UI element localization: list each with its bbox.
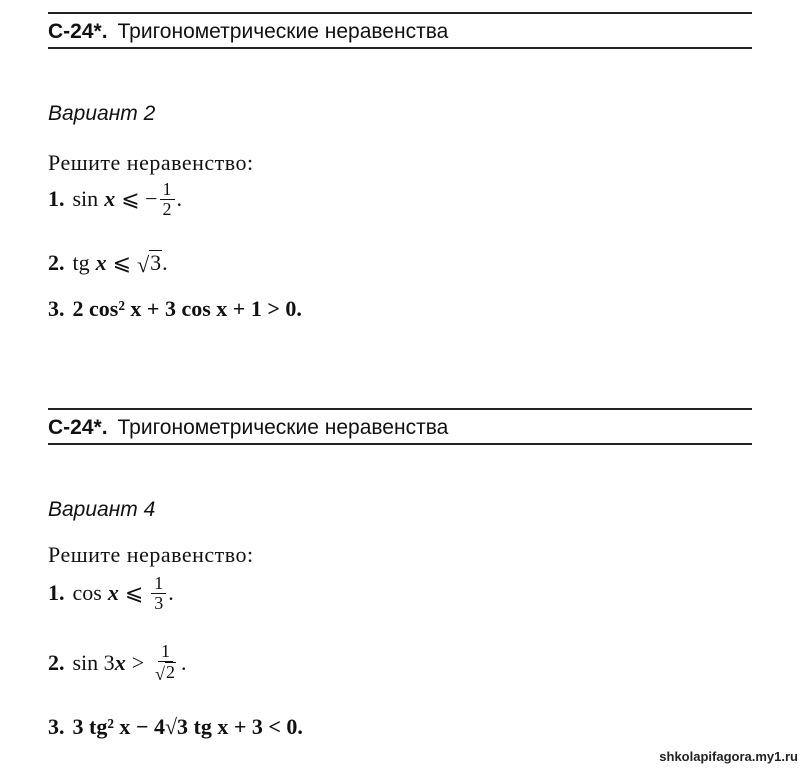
relation: > bbox=[131, 649, 145, 675]
problem-3 bbox=[48, 714, 303, 740]
problem-number: 3. bbox=[48, 296, 65, 321]
func: sin bbox=[72, 186, 99, 212]
numerator: 1 bbox=[160, 180, 175, 200]
top-rule bbox=[48, 12, 752, 14]
denominator: 3 bbox=[154, 592, 164, 613]
variable: x bbox=[95, 250, 107, 275]
expression: 3 tg² x − 4√3 tg x + 3 < 0. bbox=[72, 714, 303, 739]
variant-label: Вариант 2 bbox=[48, 102, 156, 125]
problem-2 bbox=[48, 250, 168, 276]
relation: ⩽ bbox=[124, 580, 144, 606]
variant-label: Вариант 4 bbox=[48, 498, 156, 521]
end: . bbox=[181, 649, 187, 675]
problem-1 bbox=[48, 574, 174, 613]
problem-number: 2. bbox=[48, 649, 65, 675]
denominator: 2 bbox=[162, 198, 172, 219]
problem-3 bbox=[48, 296, 302, 322]
variable: x bbox=[104, 186, 116, 212]
numerator: 1 bbox=[151, 574, 166, 594]
section-code: С-24*. bbox=[48, 416, 108, 439]
watermark: shkolapifagora.my1.ru bbox=[659, 749, 798, 764]
instruction: Решите неравенство: bbox=[48, 150, 254, 175]
square-root: √ 3 bbox=[137, 250, 162, 277]
problem-2 bbox=[48, 642, 187, 684]
top-rule bbox=[48, 408, 752, 410]
bottom-rule bbox=[48, 47, 752, 49]
relation: ⩽ − bbox=[121, 186, 158, 212]
section-title: Тригонометрические неравенства bbox=[117, 416, 449, 439]
problem-number: 3. bbox=[48, 714, 65, 739]
end: . bbox=[176, 186, 183, 212]
fraction bbox=[151, 574, 166, 613]
denominator bbox=[152, 662, 179, 684]
square-root: √ 2 bbox=[155, 661, 175, 684]
numerator: 1 bbox=[158, 642, 173, 662]
expression: 2 cos² x + 3 cos x + 1 > 0. bbox=[72, 296, 302, 321]
bottom-rule bbox=[48, 443, 752, 445]
problem-1 bbox=[48, 180, 182, 219]
func: sin 3 bbox=[72, 649, 115, 675]
problem-number: 1. bbox=[48, 580, 65, 606]
relation: ⩽ bbox=[112, 250, 132, 275]
func: cos bbox=[72, 580, 102, 606]
radicand: 3 bbox=[150, 250, 162, 276]
radicand: 2 bbox=[166, 661, 175, 682]
fraction bbox=[152, 642, 179, 684]
end: . bbox=[168, 580, 174, 606]
variable: x bbox=[107, 580, 119, 606]
problem-number: 1. bbox=[48, 186, 65, 212]
instruction: Решите неравенство: bbox=[48, 542, 254, 567]
end: . bbox=[162, 250, 168, 275]
problem-number: 2. bbox=[48, 250, 65, 275]
section-header bbox=[48, 20, 448, 44]
variable: x bbox=[114, 649, 126, 675]
func: tg bbox=[72, 250, 90, 275]
section-header bbox=[48, 416, 448, 440]
section-title: Тригонометрические неравенства bbox=[117, 20, 449, 43]
fraction bbox=[160, 180, 175, 219]
section-code: С-24*. bbox=[48, 20, 108, 43]
